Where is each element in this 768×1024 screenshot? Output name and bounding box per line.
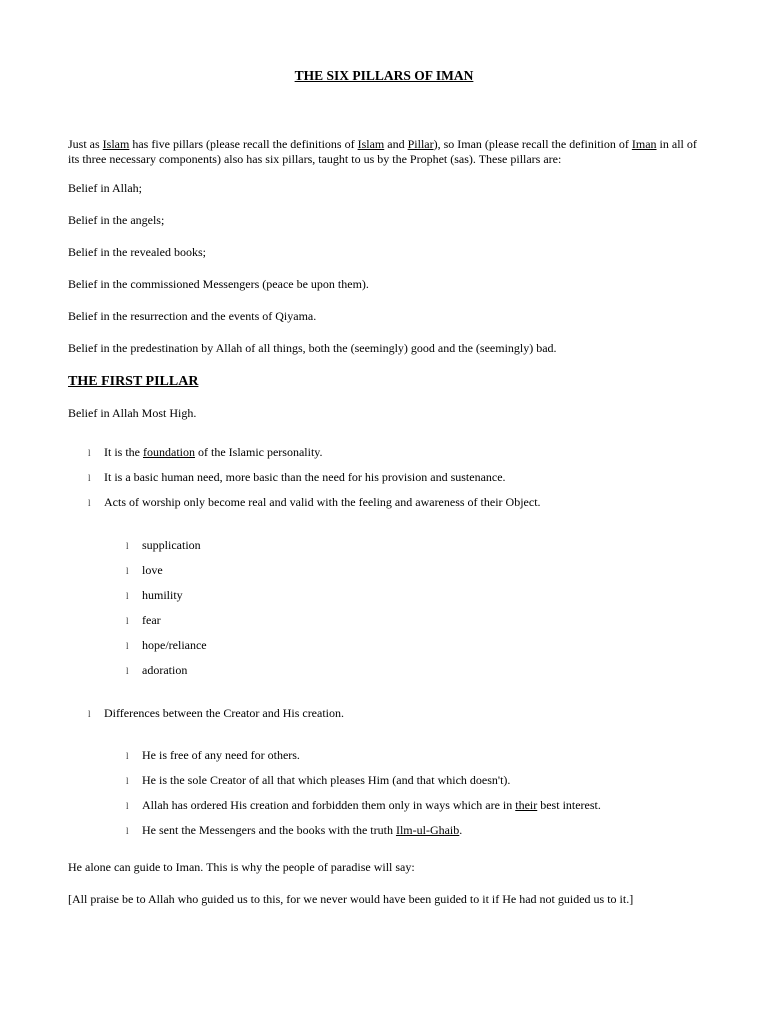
bullet-marker: l [88,498,91,508]
list-item-text: love [142,563,163,577]
bullet-marker: l [126,591,129,601]
pillar-item: Belief in the revealed books; [68,245,206,259]
bullet-marker: l [126,641,129,651]
list-item-text: It is a basic human need, more basic than the need for his provision and sustenance. [104,470,506,484]
ilm-ul-ghaib-link[interactable]: Ilm-ul-Ghaib [395,823,460,837]
intro-text: has five pillars (please recall the definitions of [129,137,358,151]
pillar-item: Belief in the commissioned Messengers (peace be upon them). [68,277,369,291]
list-item [88,706,344,722]
intro-text: ), so Iman (please recall the definition of [433,137,632,151]
bullet-marker: l [126,541,129,551]
page-title: THE SIX PILLARS OF IMAN [294,68,474,83]
list-item-text: fear [142,613,161,627]
intro-paragraph [68,137,708,167]
iman-link[interactable]: Iman [631,137,657,151]
list-item-text: . [459,823,463,837]
bullet-marker: l [126,801,129,811]
list-item-text: hope/reliance [142,638,207,652]
foundation-link[interactable]: foundation [143,445,195,459]
quote-paragraph: [All praise be to Allah who guided us to this, for we never would have been guided to it if He had not guided us to it.] [68,892,634,906]
guide-paragraph: He alone can guide to Iman. This is why the people of paradise will say: [68,860,415,874]
pillar-link[interactable]: Pillar [407,137,434,151]
list-item [88,470,506,486]
intro-text: and [384,137,408,151]
list-item-text: humility [142,588,183,602]
sub-list-item [126,538,201,554]
bullet-marker: l [126,666,129,676]
their-link[interactable]: their [515,798,538,812]
sub-list-item [126,773,510,789]
list-item-text: Acts of worship only become real and valid with the feeling and awareness of their Object. [104,495,541,509]
list-item-text: Differences between the Creator and His creation. [104,706,345,720]
pillar-item: Belief in the predestination by Allah of all things, both the (seemingly) good and the (seemingly) bad. [68,341,557,355]
sub-list-item [126,588,183,604]
bullet-marker: l [126,566,129,576]
list-item-text: adoration [142,663,188,677]
list-item [88,445,323,461]
islam-definition-link[interactable]: Islam [357,137,385,151]
bullet-marker: l [88,448,91,458]
bullet-marker: l [126,616,129,626]
list-item-text: best interest. [537,798,601,812]
sub-list-item [126,613,161,629]
sub-list-item [126,638,207,654]
list-item-text: of the Islamic personality. [195,445,323,459]
list-item [88,495,541,511]
list-item-text: It is the [104,445,143,459]
sub-list-item [126,663,187,679]
list-item-text: He is free of any need for others. [142,748,300,762]
list-item-text: Allah has ordered His creation and forbidden them only in ways which are in [142,798,516,812]
pillar-item: Belief in Allah; [68,181,142,195]
list-item-text: He is the sole Creator of all that which pleases Him (and that which doesn't). [142,773,511,787]
list-item-text: supplication [142,538,201,552]
sub-list-item [126,748,300,764]
list-item-text: He sent the Messengers and the books with the truth [142,823,396,837]
intro-text: in all of its three necessary components) also has six pillars, taught to us by the Prophet (sas). These pillars are: [68,137,697,166]
pillar-item: Belief in the resurrection and the events of Qiyama. [68,309,317,323]
section-subtitle: Belief in Allah Most High. [68,406,197,420]
section-heading: THE FIRST PILLAR [68,374,199,389]
pillar-item: Belief in the angels; [68,213,165,227]
bullet-marker: l [126,826,129,836]
intro-text: Just as [68,137,103,151]
bullet-marker: l [88,709,91,719]
islam-link[interactable]: Islam [102,137,130,151]
sub-list-item [126,563,163,579]
bullet-marker: l [126,751,129,761]
sub-list-item [126,798,601,814]
bullet-marker: l [126,776,129,786]
sub-list-item [126,823,462,839]
bullet-marker: l [88,473,91,483]
